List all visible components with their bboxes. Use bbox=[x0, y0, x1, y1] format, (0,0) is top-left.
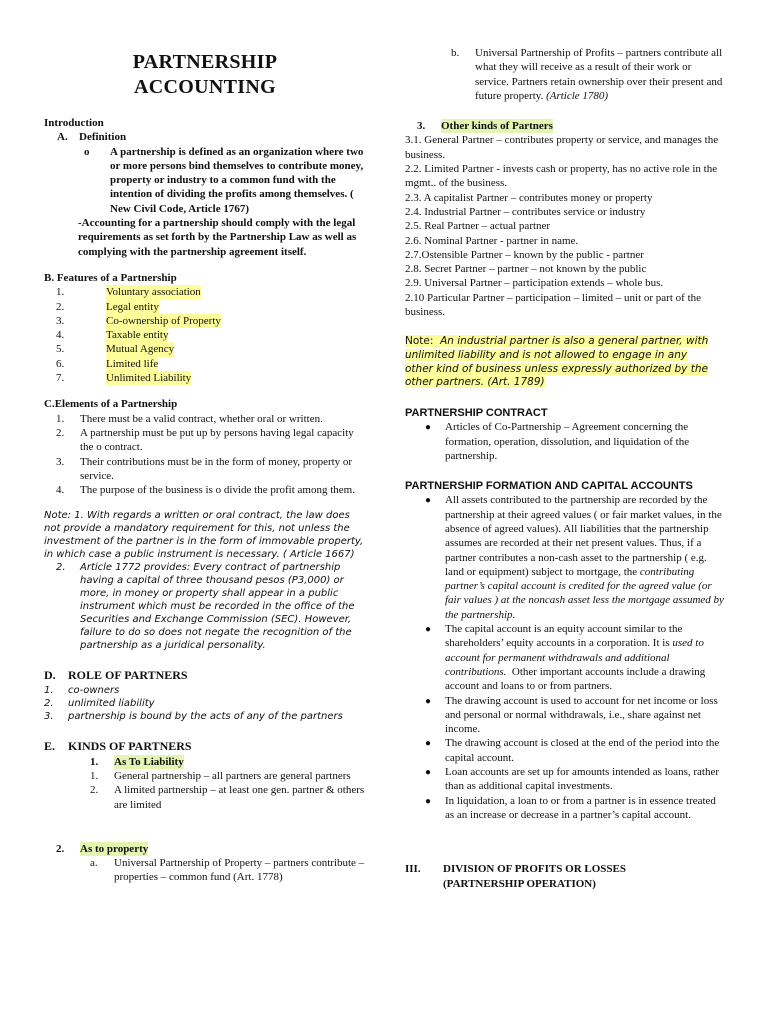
list-item: 2.7.Ostensible Partner – known by the public - partner bbox=[405, 248, 644, 261]
list-item: 1. Voluntary association bbox=[56, 286, 201, 299]
right-column bbox=[405, 0, 725, 891]
note-industrial-partner: Note: An industrial partner is also a general partner, with unlimited liability and is not allowed to engage in any other kind of business unless expressly authorized by the other partners. (Art. 1789) bbox=[405, 335, 709, 389]
bullet-icon: ● bbox=[424, 767, 432, 779]
definition-item: o A partnership is defined as an organization where two or more persons bind themselves to contribute money, property or industry to a common fund with the intention of dividing the profits among themselves. ( New Civil Code, Article 1767) bbox=[84, 145, 364, 215]
bullet-icon: ● bbox=[424, 624, 432, 636]
list-item: 4. Taxable entity bbox=[56, 329, 169, 342]
list-item: 2. A partnership must be put up by persons having legal capacity the o contract. bbox=[56, 426, 354, 454]
bullet-icon: ● bbox=[424, 422, 432, 434]
liability-list bbox=[44, 769, 366, 812]
list-item: 3. Their contributions must be in the form of money, property or service. bbox=[56, 455, 353, 482]
list-item: 7. Unlimited Liability bbox=[56, 372, 192, 385]
elements-heading: C.Elements of a Partnership bbox=[44, 398, 178, 411]
bullet-icon: ● bbox=[424, 695, 432, 707]
note-contract-form: Note: 1. With regards a written or oral contract, the law does not provide a mandatory requirement for this, not unless the investment of the partner is in the form of immovable property, in which case a public instrument is necessary. ( Article 1667) bbox=[44, 510, 364, 561]
list-item: 2.8. Secret Partner – partner – not known by the public bbox=[405, 263, 647, 276]
list-item: 6. Limited life bbox=[56, 357, 159, 370]
list-item: ● The drawing account is used to account for net income or loss and personal or normal withdrawals, i.e., share against net income. bbox=[411, 694, 725, 737]
circle-bullet-icon: o bbox=[84, 145, 90, 158]
list-item: 2. Legal entity bbox=[56, 300, 159, 313]
list-item: 1. co-owners bbox=[44, 685, 120, 697]
list-item: 2.9. Universal Partner – participation extends – whole bus. bbox=[405, 277, 664, 290]
list-item: 2.4. Industrial Partner – contributes service or industry bbox=[405, 205, 646, 218]
list-item: 2. A limited partnership – at least one gen. partner & others are limited bbox=[90, 784, 365, 811]
list-item: 2.5. Real Partner – actual partner bbox=[405, 220, 551, 233]
role-heading: D. ROLE OF PARTNERS bbox=[44, 668, 188, 683]
division-heading: III. DIVISION OF PROFITS OR LOSSES (PARTNERSHIP OPERATION) bbox=[405, 863, 626, 890]
list-item: 1. There must be a valid contract, whether oral or written. bbox=[56, 412, 323, 425]
features-list bbox=[44, 285, 366, 385]
other-kinds-heading: 3. Other kinds of Partners bbox=[417, 120, 553, 133]
list-item: 2.10 Particular Partner – participation – limited – unit or part of the business. bbox=[405, 291, 702, 319]
formation-list bbox=[405, 493, 725, 822]
list-item: 2.6. Nominal Partner - partner in name. bbox=[405, 234, 579, 247]
list-item: ● Loan accounts are set up for amounts intended as loans, rather than as additional capital investments. bbox=[411, 765, 725, 794]
property-item-b: b. Universal Partnership of Profits – partners contribute all what they will receive as a result of their work or service. Partners retain ownership over their present and future property. (Article 1780) bbox=[451, 47, 723, 102]
list-item: 4. The purpose of the business is o divide the profit among them. bbox=[56, 484, 355, 497]
list-item: 3. Co-ownership of Property bbox=[56, 314, 221, 327]
list-item: 2. unlimited liability bbox=[44, 698, 155, 710]
formation-heading: PARTNERSHIP FORMATION AND CAPITAL ACCOUNTS bbox=[405, 480, 693, 493]
property-heading: 2. As to property bbox=[56, 842, 149, 855]
elements-list bbox=[44, 412, 366, 498]
roles-list bbox=[44, 684, 366, 723]
list-item: ● All assets contributed to the partnership are recorded by the partnership at their agreed values ( or fair market values, in the absence of agreed values). All liabilities that the partnership assumes are recorded at their net present values. Thus, if a partner contributes a non-cash asset to the partnership ( e.g. land or equipment) subject to mortgage, the contributing partner’s capital account is credited for the agreed value (or fair values ) at the noncash asset less the mortgage assumed by the partnership. bbox=[411, 493, 725, 622]
definition-heading: A. Definition bbox=[57, 131, 127, 144]
property-item-a: a. Universal Partnership of Property – partners contribute – properties – common fund (Art. 1778) bbox=[90, 857, 365, 884]
list-item: ● The capital account is an equity account similar to the shareholders’ equity accounts in a corporation. It is used to account for permanent withdrawals and additional contributions. Other important accounts include a drawing account and loans to or from partners. bbox=[411, 622, 725, 693]
note-article-1772: 2. Article 1772 provides: Every contract of partnership having a capital of three thousand pesos (P3,000) or more, in money or property shall appear in a public instrument which must be recorded in the office of the Securities and Exchange Commission (SEC). However, failure to do so does not negate the recognition of the partnership as a juridical personality. bbox=[56, 562, 355, 652]
left-column bbox=[44, 0, 366, 885]
list-item: ● The drawing account is closed at the end of the period into the capital account. bbox=[411, 736, 725, 765]
bullet-icon: ● bbox=[424, 738, 432, 750]
contract-item: ● Articles of Co-Partnership – Agreement concerning the formation, operation, dissolution, and liquidation of the partnership. bbox=[411, 420, 725, 463]
list-item: ● In liquidation, a loan to or from a partner is in essence treated as an increase or decrease in a partner’s capital account. bbox=[411, 794, 725, 823]
liability-heading: 1. As To Liability bbox=[90, 755, 184, 768]
features-heading: B. Features of a Partnership bbox=[44, 271, 177, 284]
list-item: 5. Mutual Agency bbox=[56, 343, 175, 356]
definition-note: -Accounting for a partnership should comply with the legal requirements as set forth by the Partnership Law as well as complying with the partnership agreement itself. bbox=[78, 217, 357, 258]
contract-heading: PARTNERSHIP CONTRACT bbox=[405, 406, 548, 419]
list-item: 3.1. General Partner – contributes property or service, and manages the business. bbox=[405, 134, 719, 161]
kinds-heading: E. KINDS OF PARTNERS bbox=[44, 739, 192, 754]
bullet-icon: ● bbox=[424, 795, 432, 807]
list-item: 3. partnership is bound by the acts of any of the partners bbox=[44, 711, 343, 723]
other-kinds-list bbox=[405, 133, 725, 319]
list-item: 1. General partnership – all partners are general partners bbox=[90, 769, 351, 782]
list-item: 2.3. A capitalist Partner – contributes money or property bbox=[405, 191, 653, 204]
bullet-icon: ● bbox=[424, 495, 432, 507]
list-item: 2.2. Limited Partner - invests cash or property, has no active role in the mgmt.. of the business. bbox=[405, 163, 718, 190]
document-title: PARTNERSHIP ACCOUNTING bbox=[132, 51, 278, 98]
intro-heading: Introduction bbox=[44, 117, 104, 129]
